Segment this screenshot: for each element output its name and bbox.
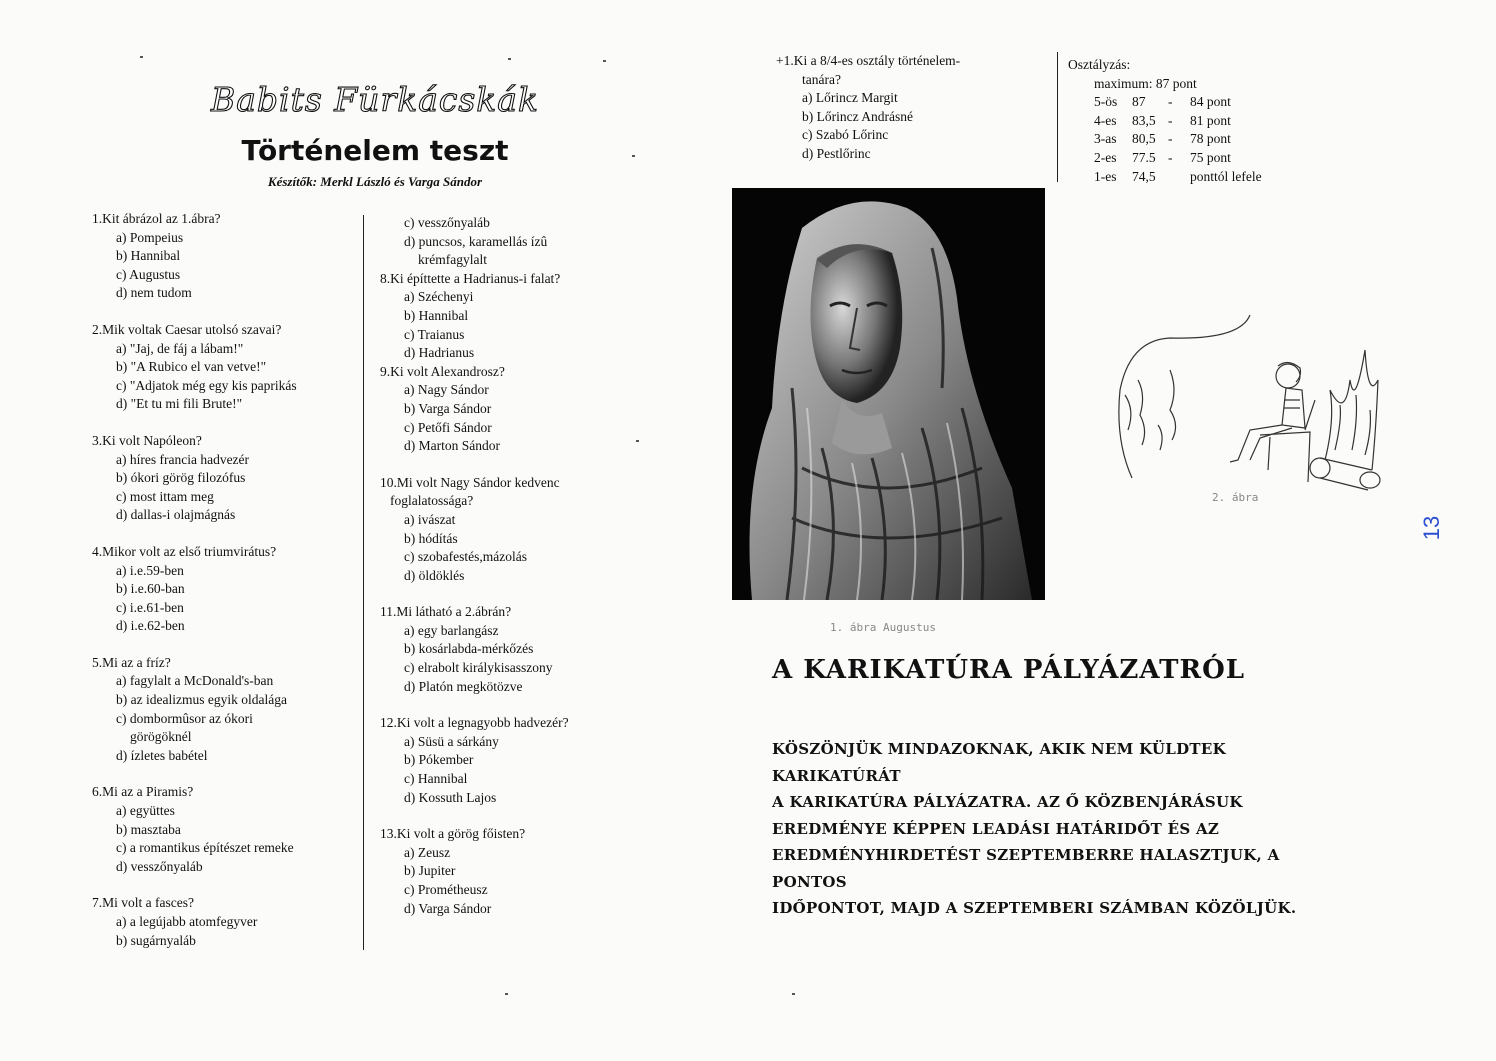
answer-option: c) Augustus [116, 266, 181, 282]
grading-to: 75 pont [1190, 149, 1231, 165]
answer-option: c) a romantikus építészet remeke [116, 840, 294, 856]
caricature-drawing [1110, 310, 1390, 510]
grading-row [1068, 93, 1328, 112]
answer-option: a) Lőrincz Margit [802, 90, 898, 106]
answer-option: a) egy barlangász [404, 622, 499, 638]
answer-option: a) Zeusz [404, 844, 451, 860]
answer-option: d) Hadrianus [404, 345, 475, 361]
grading-row [1068, 112, 1328, 131]
quiz-column-2 [380, 214, 640, 918]
answer-option: görögöknél [130, 729, 192, 745]
answer-option: d) Platón megkötözve [404, 678, 523, 694]
question-7-continued [380, 214, 640, 270]
grading-to: 84 pont [1190, 94, 1231, 110]
question-block [92, 432, 362, 525]
question-block [380, 603, 640, 696]
grading-grade: 5-ös [1094, 94, 1118, 110]
answer-option: b) Jupiter [404, 863, 456, 879]
answer-option: a) i.e.59-ben [116, 562, 184, 578]
answer-option: a) Süsü a sárkány [404, 733, 499, 749]
answer-option: b) kosárlabda-mérkőzés [404, 641, 534, 657]
question-block [92, 210, 362, 303]
answer-option: b) masztaba [116, 821, 181, 837]
karikatura-text [772, 736, 1352, 922]
answer-option: d) öldöklés [404, 567, 465, 583]
answer-option: d) Pestlőrinc [802, 145, 871, 161]
bonus-question [776, 52, 1046, 164]
answer-option: d) Marton Sándor [404, 438, 500, 454]
question-text: 2.Mik voltak Caesar utolsó szavai? [92, 321, 282, 337]
answer-option: d) nem tudom [116, 285, 192, 301]
question-block [92, 894, 362, 950]
question-text: foglalatossága? [390, 493, 474, 509]
grading-to: 81 pont [1190, 112, 1231, 128]
answer-option: d) ízletes babétel [116, 747, 208, 763]
grading-to: 78 pont [1190, 131, 1231, 147]
grading-grade: 3-as [1094, 131, 1117, 147]
grading-row [1068, 168, 1328, 187]
answer-option: c) Petőfi Sándor [404, 419, 492, 435]
answer-option: a) együttes [116, 803, 175, 819]
answer-option: d) Kossuth Lajos [404, 789, 497, 805]
question-text: tanára? [802, 71, 841, 87]
grading-from: 77.5 [1132, 149, 1156, 165]
question-block [380, 270, 640, 363]
answer-option: a) Pompeius [116, 229, 184, 245]
question-text: 4.Mikor volt az első triumvirátus? [92, 543, 277, 559]
answer-option: b) Lőrincz Andrásné [802, 108, 913, 124]
grading-grade: 2-es [1094, 149, 1117, 165]
answer-option: d) puncsos, karamellás ízû [404, 233, 548, 249]
question-text: 3.Ki volt Napóleon? [92, 432, 202, 448]
authors-line: Készítők: Merkl László és Varga Sándor [267, 174, 483, 189]
grading-max: maximum: 87 pont [1094, 75, 1197, 91]
answer-option: c) Prométheusz [404, 882, 488, 897]
answer-option: d) "Et tu mi fili Brute!" [116, 396, 243, 412]
question-block [380, 474, 640, 586]
question-text: 1.Kit ábrázol az 1.ábra? [92, 211, 221, 226]
grading-row [1068, 130, 1328, 149]
answer-option: b) sugárnyaláb [116, 932, 196, 948]
answer-option: b) Hannibal [404, 307, 469, 323]
answer-option: d) dallas-i olajmágnás [116, 507, 236, 523]
grading-divider [1057, 52, 1058, 182]
answer-option: a) Nagy Sándor [404, 382, 489, 398]
quiz-column-1 [92, 210, 362, 950]
page-number: 13 [1419, 515, 1445, 541]
answer-option: d) i.e.62-ben [116, 618, 185, 634]
question-text: 7.Mi volt a fasces? [92, 895, 194, 911]
grading-from: 80,5 [1132, 131, 1156, 147]
question-block [92, 543, 362, 636]
answer-option: a) Széchenyi [404, 289, 474, 305]
question-text: 9.Ki volt Alexandrosz? [380, 363, 505, 379]
answer-option: a) "Jaj, de fáj a lábam!" [116, 340, 244, 356]
answer-option: c) elrabolt királykisasszony [404, 660, 553, 676]
answer-option: c) i.e.61-ben [116, 599, 184, 615]
answer-option: krémfagylalt [418, 252, 487, 268]
answer-option: c) dombormûsor az ókori [116, 710, 253, 726]
answer-option: b) hódítás [404, 530, 458, 546]
answer-option: b) "A Rubico el van vetve!" [116, 359, 267, 375]
answer-option: a) ivászat [404, 511, 456, 527]
figure-2-caption: 2. ábra [1212, 491, 1259, 504]
answer-option: b) Varga Sándor [404, 400, 492, 416]
grading-title: Osztályzás: [1068, 57, 1131, 72]
answer-option: d) Varga Sándor [404, 900, 492, 916]
answer-option: a) fagylalt a McDonald's-ban [116, 673, 274, 689]
answer-option: a) híres francia hadvezér [116, 451, 250, 467]
answer-option: b) ókori görög filozófus [116, 470, 246, 486]
question-block [92, 654, 362, 766]
grading-row [1068, 149, 1328, 168]
question-text: 12.Ki volt a legnagyobb hadvezér? [380, 715, 569, 731]
question-text: 8.Ki építtette a Hadrianus-i falat? [380, 270, 561, 286]
grading-from: 74,5 [1132, 168, 1156, 184]
karikatura-line: A KARIKATÚRA PÁLYÁZATRA. AZ Ő KÖZBENJÁRÁSUK [772, 793, 1243, 811]
question-text: 13.Ki volt a görög főisten? [380, 826, 526, 842]
figure-1-caption: 1. ábra Augustus [830, 621, 936, 634]
answer-option: b) i.e.60-ban [116, 581, 185, 597]
question-text: 11.Mi látható a 2.ábrán? [380, 604, 512, 620]
question-block [92, 321, 362, 414]
answer-option: c) szobafestés,mázolás [404, 549, 527, 565]
answer-option: c) Szabó Lőrinc [802, 127, 889, 143]
karikatura-line: EREDMÉNYHIRDETÉST SZEPTEMBERRE HALASZTJUK, A PONTOS [772, 846, 1280, 891]
question-text: +1.Ki a 8/4-es osztály történelem- [776, 53, 961, 68]
karikatura-line: IDŐPONTOT, MAJD A SZEPTEMBERI SZÁMBAN KÖZÖLJÜK. [772, 899, 1297, 917]
answer-option: a) a legújabb atomfegyver [116, 914, 258, 929]
grading-table [1068, 56, 1328, 186]
answer-option: c) Hannibal [404, 771, 468, 787]
grading-dash: - [1168, 112, 1173, 128]
magazine-title: Babits Fürkácskák [211, 80, 539, 119]
grading-grade: 1-es [1094, 168, 1117, 184]
grading-grade: 4-es [1094, 112, 1117, 128]
question-block [380, 714, 640, 807]
answer-option: c) Traianus [404, 326, 465, 342]
answer-option: c) "Adjatok még egy kis paprikás [116, 377, 297, 393]
question-block [92, 783, 362, 876]
answer-option: c) most ittam meg [116, 488, 214, 504]
grading-from: 87 [1132, 94, 1146, 110]
question-text: 5.Mi az a fríz? [92, 654, 171, 670]
answer-option: b) Pókember [404, 752, 474, 768]
question-text: 10.Mi volt Nagy Sándor kedvenc [380, 474, 560, 490]
grading-dash: - [1168, 149, 1173, 165]
karikatura-line: KÖSZÖNJÜK MINDAZOKNAK, AKIK NEM KÜLDTEK KARIKATÚRÁT [772, 740, 1226, 785]
answer-option: c) vesszőnyaláb [404, 215, 490, 230]
karikatura-heading: A KARIKATÚRA PÁLYÁZATRÓL [772, 655, 1245, 685]
grading-from: 83,5 [1132, 112, 1156, 128]
page-title: Történelem teszt [241, 134, 509, 167]
question-block [380, 825, 640, 918]
column-divider [363, 215, 364, 950]
question-text: 6.Mi az a Piramis? [92, 784, 194, 800]
grading-dash: - [1168, 94, 1173, 110]
answer-option: d) vesszőnyaláb [116, 858, 203, 874]
augustus-statue-image [732, 188, 1045, 600]
karikatura-line: EREDMÉNYE KÉPPEN LEADÁSI HATÁRIDŐT ÉS AZ [772, 819, 1220, 838]
grading-dash: - [1168, 131, 1173, 147]
question-block [380, 363, 640, 456]
answer-option: b) az idealizmus egyik oldalága [116, 692, 287, 708]
grading-to: ponttól lefele [1190, 168, 1262, 184]
answer-option: b) Hannibal [116, 248, 181, 264]
